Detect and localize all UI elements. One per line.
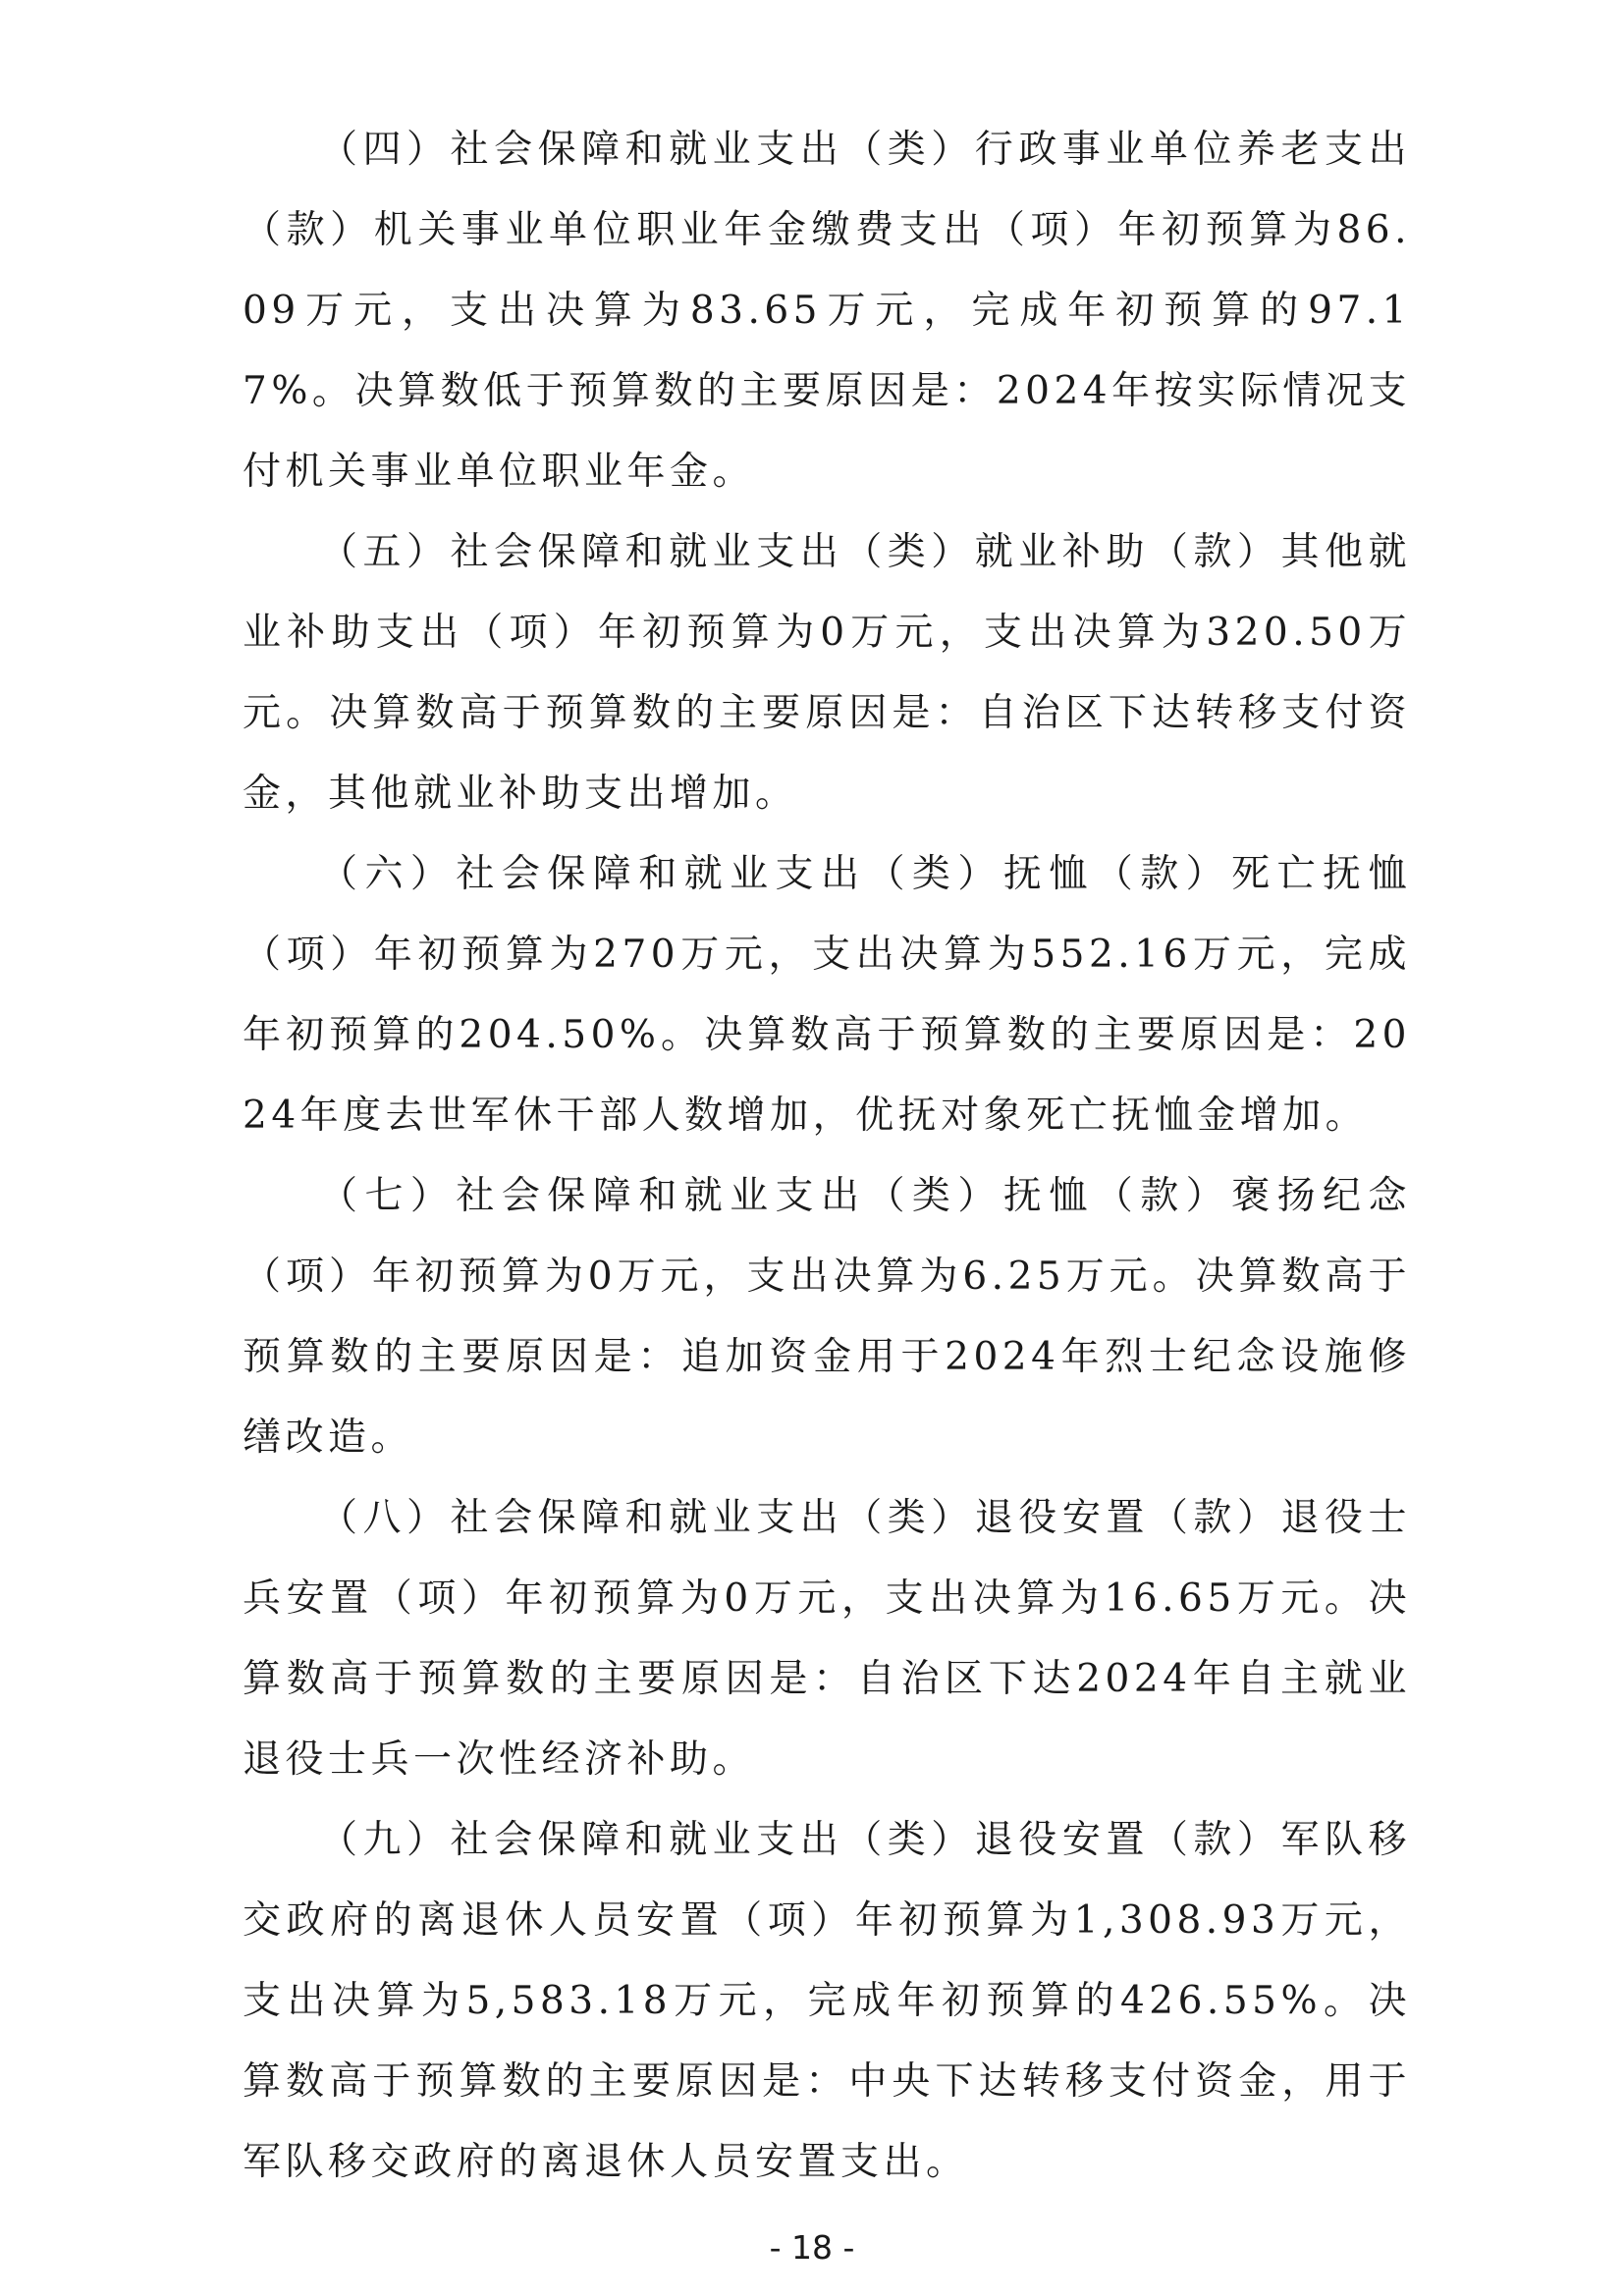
paragraph-4: （四）社会保障和就业支出（类）行政事业单位养老支出（款）机关事业单位职业年金缴费支出（项）年初预算为86.09万元，支出决算为83.65万元，完成年初预算的97.17%。决算数低于预算数的主要原因是：2024年按实际情况支付机关事业单位职业年金。 [243,128,1411,494]
page-number: - 18 - [769,2228,855,2267]
paragraph-5: （五）社会保障和就业支出（类）就业补助（款）其他就业补助支出（项）年初预算为0万元，支出决算为320.50万元。决算数高于预算数的主要原因是：自治区下达转移支付资金，其他就业补助支出增加。 [243,530,1411,816]
paragraph-8: （八）社会保障和就业支出（类）退役安置（款）退役士兵安置（项）年初预算为0万元，支出决算为16.65万元。决算数高于预算数的主要原因是：自治区下达2024年自主就业退役士兵一次性经济补助。 [243,1496,1411,1782]
document-body [243,110,1411,2203]
paragraph-7: （七）社会保障和就业支出（类）抚恤（款）褒扬纪念（项）年初预算为0万元，支出决算为6.25万元。决算数高于预算数的主要原因是：追加资金用于2024年烈士纪念设施修缮改造。 [243,1174,1411,1460]
paragraph-9: （九）社会保障和就业支出（类）退役安置（款）军队移交政府的离退休人员安置（项）年初预算为1,308.93万元，支出决算为5,583.18万元，完成年初预算的426.55%。决算数高于预算数的主要原因是：中央下达转移支付资金，用于军队移交政府的离退休人员安置支出。 [243,1818,1411,2184]
paragraph-6: （六）社会保障和就业支出（类）抚恤（款）死亡抚恤（项）年初预算为270万元，支出决算为552.16万元，完成年初预算的204.50%。决算数高于预算数的主要原因是：2024年度去世军休干部人数增加，优抚对象死亡抚恤金增加。 [243,852,1411,1138]
